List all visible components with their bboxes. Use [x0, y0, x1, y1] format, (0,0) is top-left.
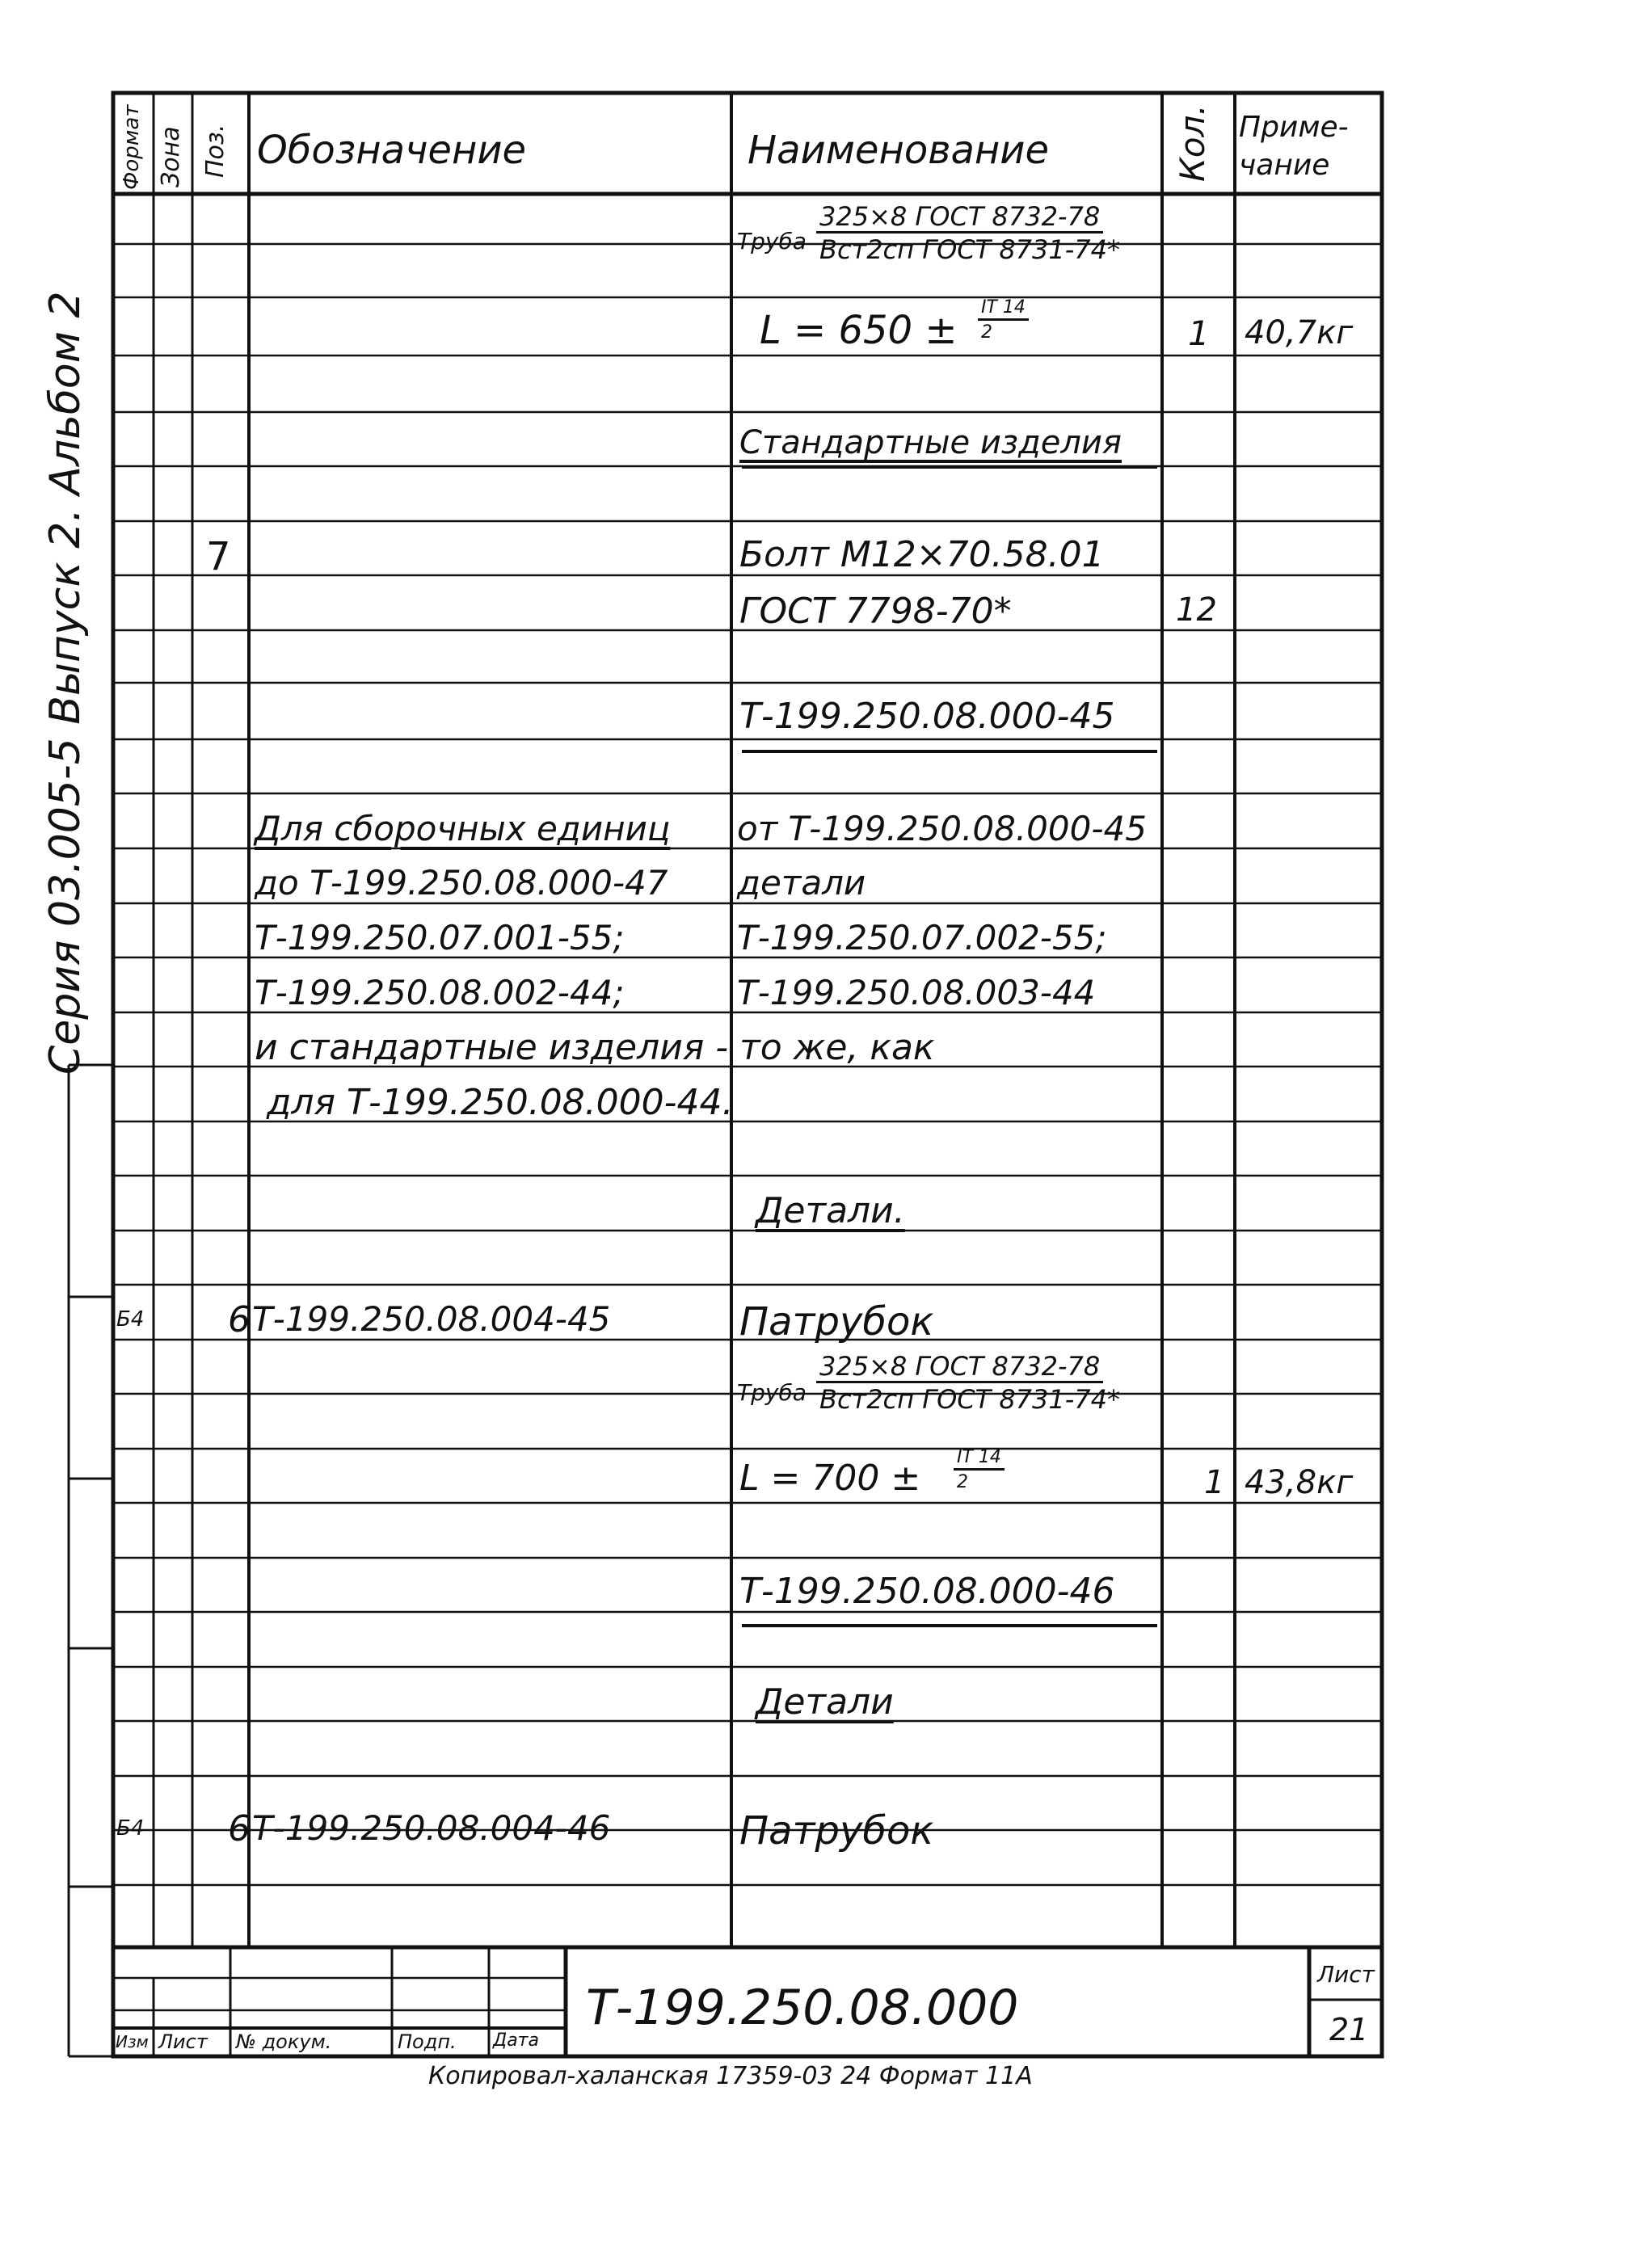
note-line-2a: до Т-199.250.08.000-47: [255, 863, 668, 903]
part45-format: Б4: [116, 1307, 145, 1332]
header-note-2: чание: [1239, 149, 1330, 182]
title-doc-no: № докум.: [236, 2030, 332, 2053]
length2-tol: [954, 1449, 1005, 1492]
section-details-2: Детали: [756, 1681, 894, 1723]
header-note-1: Приме-: [1239, 111, 1349, 144]
bolt-qty: 12: [1176, 591, 1217, 629]
sheet-number: 21: [1329, 2012, 1369, 2047]
title-izm: Изм: [116, 2032, 149, 2051]
note-line-2b: детали: [737, 863, 866, 903]
length2-tol-den: 2: [957, 1472, 968, 1492]
part45-name: Патрубок: [739, 1299, 934, 1344]
header-qty: Кол.: [1173, 104, 1212, 182]
title-sign: Подп.: [398, 2030, 457, 2053]
note-line-5: и стандартные изделия - то же, как: [255, 1027, 935, 1068]
length1-tol: [978, 299, 1029, 342]
pipe2-steel: Вст2сп ГОСТ 8731-74*: [819, 1384, 1121, 1415]
title-list: Лист: [158, 2030, 208, 2053]
pipe2-gost: 325×8 ГОСТ 8732-78: [816, 1353, 1103, 1383]
part46-pos: 6: [228, 1808, 251, 1849]
note-line-3b: Т-199.250.07.002-55;: [737, 918, 1107, 957]
length1-tol-num: IT 14: [978, 299, 1029, 321]
document-code: Т-199.250.08.000: [586, 1980, 1019, 2036]
pipe1-spec: [816, 201, 1123, 265]
sheet-label: Лист: [1317, 1961, 1375, 1988]
note-line-6: для Т-199.250.08.000-44.: [267, 1082, 734, 1123]
bolt-gost: ГОСТ 7798-70*: [739, 591, 1012, 632]
pipe2-label: Труба: [737, 1379, 807, 1406]
length2-tol-num: IT 14: [954, 1449, 1005, 1471]
length1-tol-den: 2: [981, 322, 992, 343]
length1-qty: 1: [1188, 313, 1210, 353]
header-zone: Зона: [157, 126, 185, 187]
note-line-4b: Т-199.250.08.003-44: [737, 973, 1096, 1012]
length1-prefix: L = 650 ±: [760, 308, 958, 353]
pipe2-spec: [816, 1351, 1123, 1415]
part46-name: Патрубок: [739, 1808, 934, 1854]
header-designation: Обозначение: [257, 128, 527, 173]
length1-mass: 40,7кг: [1245, 314, 1354, 351]
note-line-4a: Т-199.250.08.002-44;: [255, 973, 625, 1012]
footer-stamp: Копировал-халанская 17359-03 24 Формат 11А: [428, 2062, 1033, 2090]
section-details-1: Детали.: [756, 1190, 905, 1231]
header-name: Наименование: [748, 128, 1050, 173]
bolt-name: Болт М12×70.58.01: [739, 534, 1105, 575]
header-format: Формат: [120, 104, 144, 190]
length2-mass: 43,8кг: [1245, 1464, 1354, 1501]
sheet-frame: [113, 93, 1382, 2056]
length2-qty: 1: [1204, 1464, 1225, 1501]
part45-designation: Т-199.250.08.004-45: [252, 1299, 611, 1339]
header-pos: Поз.: [201, 124, 230, 178]
part45-pos: 6: [228, 1299, 251, 1340]
pipe1-label: Труба: [737, 228, 807, 255]
note-line-3a: Т-199.250.07.001-55;: [255, 918, 625, 957]
pipe1-steel: Вст2сп ГОСТ 8731-74*: [819, 234, 1121, 265]
pipe1-gost: 325×8 ГОСТ 8732-78: [816, 204, 1103, 234]
bolt-pos: 7: [206, 534, 231, 579]
series-side-label: Серия 03.005-5 Выпуск 2. Альбом 2: [41, 291, 90, 1075]
part46-format: Б4: [116, 1816, 145, 1841]
part46-designation: Т-199.250.08.004-46: [252, 1808, 611, 1848]
title-date: Дата: [493, 2030, 539, 2051]
assembly-ref-45: Т-199.250.08.000-45: [739, 696, 1115, 737]
note-line-1a: Для сборочных единиц: [255, 809, 671, 848]
section-standard-items: Стандартные изделия: [739, 424, 1122, 461]
assembly-ref-46: Т-199.250.08.000-46: [739, 1571, 1115, 1612]
note-line-1b: от Т-199.250.08.000-45: [737, 809, 1147, 848]
length2-prefix: L = 700 ±: [739, 1458, 921, 1499]
